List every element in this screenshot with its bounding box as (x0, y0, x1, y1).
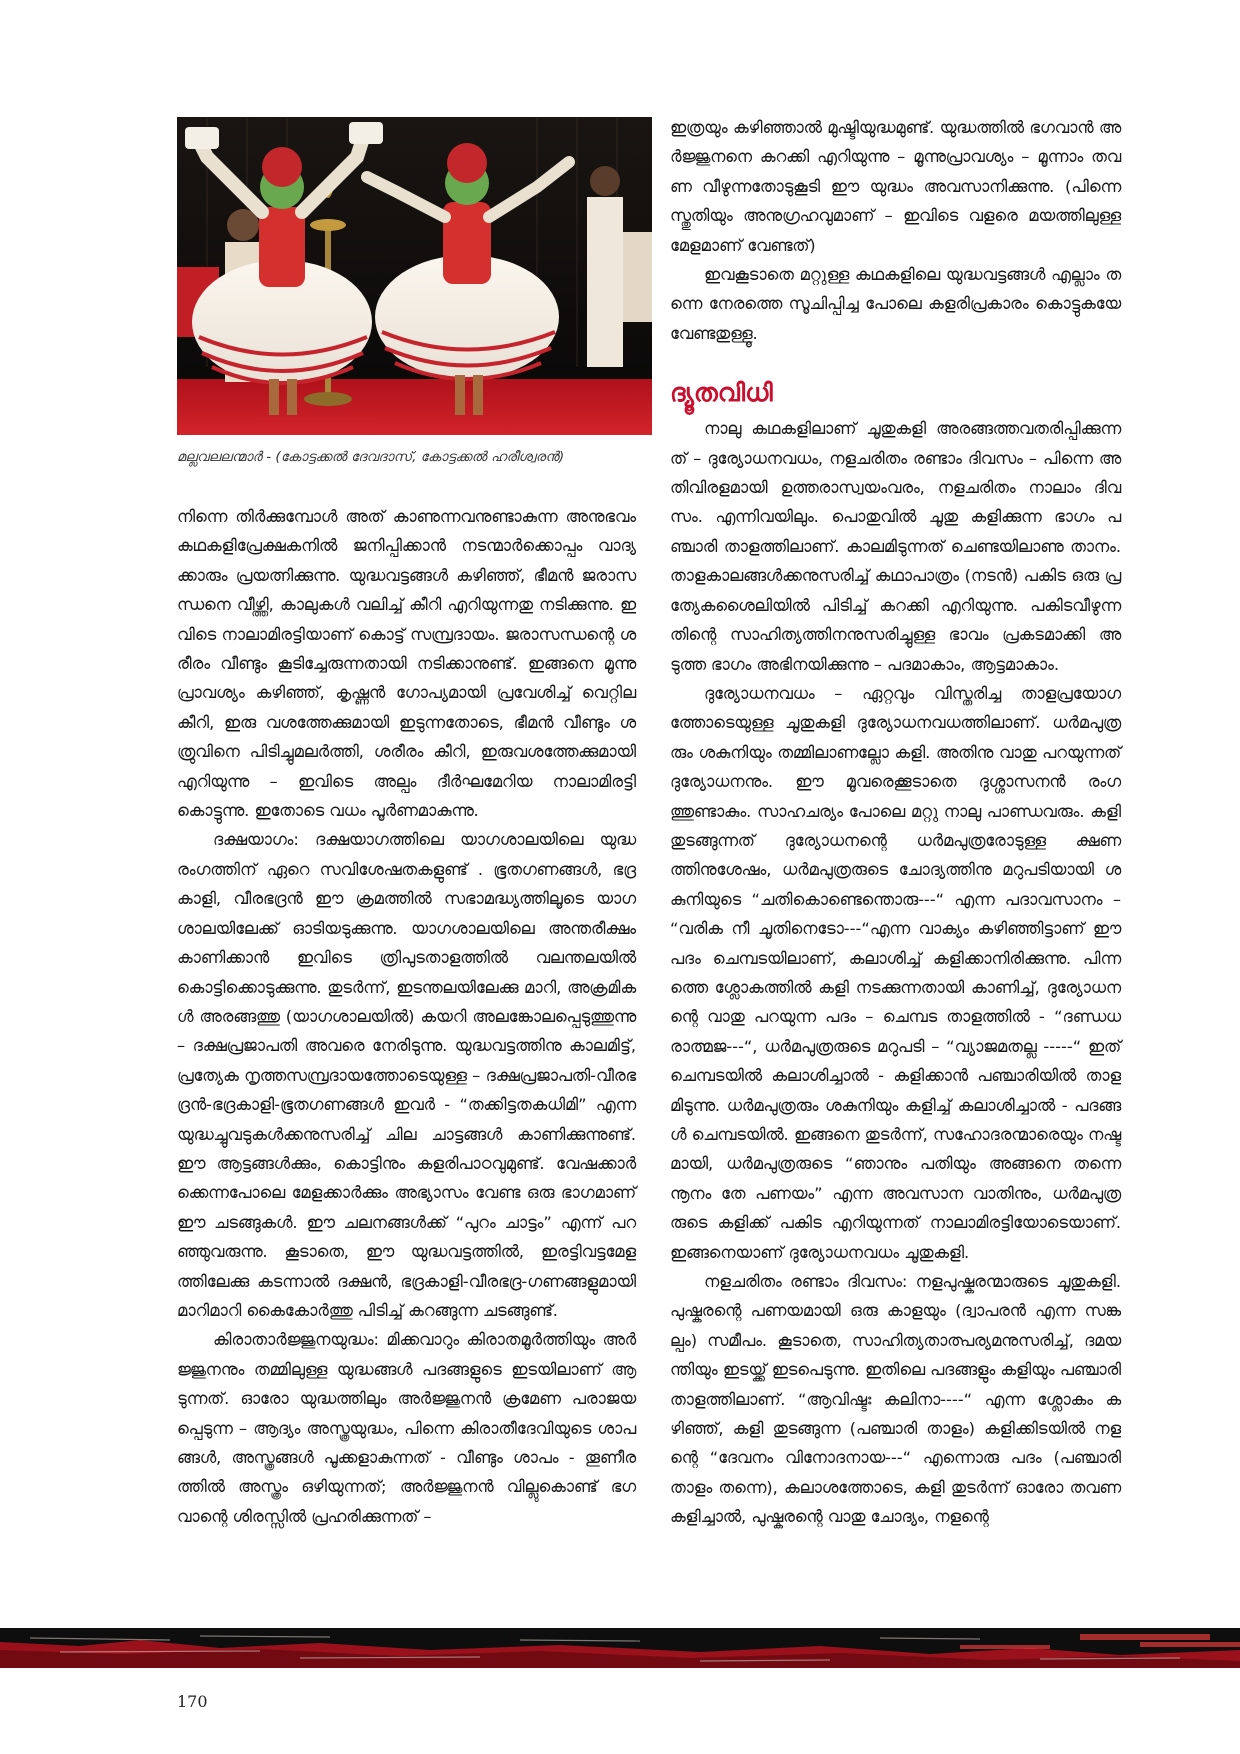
performance-photo (177, 117, 652, 435)
left-paragraph-1: നിന്നെ തിർക്കുമ്പോൾ അത് കാണുന്നവനുണ്ടാകുന്ന അനുഭവം കഥകളിപ്രേക്ഷകനിൽ ജനിപ്പിക്കാൻ നടന്മാർക്കൊപ്പം വാദ്യക്കാരും പ്രയത്നിക്കുന്നു. യുദ്ധവട്ടങ്ങൾ കഴിഞ്ഞ്, ഭീമൻ ജരാസന്ധനെ വീഴ്ത്തി, കാലുകൾ വലിച്ച് കീറി എറിയുന്നതു നടിക്കുന്നു. ഇവിടെ നാലാമിരട്ടിയാണ് കൊട്ട് സമ്പ്രദായം. ജരാസന്ധന്റെ ശരീരം വീണ്ടും കൂടിച്ചേരുന്നതായി നടിക്കാനുണ്ട്. ഇങ്ങനെ മൂന്നു പ്രാവശ്യം കഴിഞ്ഞ്, കൃഷ്ണൻ ഗോപ്യമായി പ്രവേശിച്ച് വെറ്റില കീറി, ഇരു വശത്തേക്കുമായി ഇടുന്നതോടെ, ഭീമൻ വീണ്ടും ശത്രുവിനെ പിടിച്ചുമലർത്തി, ശരീരം കീറി, ഇരുവശത്തേക്കുമായി എറിയുന്നു – ഇവിടെ അല്പം ദീർഘമേറിയ നാലാമിരട്ടി കൊട്ടുന്നു. ഇതോടെ വധം പൂർണമാകുന്നു. (177, 507, 636, 821)
page-number: 170 (177, 1692, 208, 1711)
right-column (670, 113, 1121, 1532)
right-paragraph-dyutha-intro: നാലു കഥകളിലാണ് ചൂതുകളി അരങ്ങത്തവതരിപ്പിക്കുന്നത് – ദുര്യോധനവധം, നളചരിതം രണ്ടാം ദിവസം – പിന്നെ അതിവിരളമായി ഉത്തരാസ്വയംവരം, നളചരിതം നാലാം ദിവസം. എന്നിവയിലും. പൊതുവിൽ ചൂതു കളിക്കുന്ന ഭാഗം പഞ്ചാരി താളത്തിലാണ്. കാലമിടുന്നത് ചെണ്ടയിലാണു താനം. താളകാലങ്ങൾക്കനുസരിച്ച് കഥാപാത്രം (നടൻ) പകിട ഒരു പ്രത്യേകശൈലിയിൽ പിടിച്ച് കറക്കി എറിയുന്നു. പകിടവീഴുന്നതിന്റെ സാഹിത്യത്തിനനുസരിച്ചുള്ള ഭാവം പ്രകടമാക്കി അടുത്ത ഭാഗം അഭിനയിക്കുന്നു – പദമാകാം, ആട്ടമാകാം. (670, 419, 1121, 674)
left-paragraph-daksha-yagam: ദക്ഷയാഗം: ദക്ഷയാഗത്തിലെ യാഗശാലയിലെ യുദ്ധരംഗത്തിന് ഏറെ സവിശേഷതകളുണ്ട് . ഭൂതഗണങ്ങൾ, ഭദ്രകാളി, വീരഭദ്രൻ ഈ ക്രമത്തിൽ സഭാമദ്ധ്യത്തിലൂടെ യാഗശാലയിലേക്ക് ഓടിയടുക്കുന്നു. യാഗശാലയിലെ അന്തരീക്ഷം കാണിക്കാൻ ഇവിടെ ത്രിപുടതാളത്തിൽ വലന്തലയിൽ കൊട്ടിക്കൊടുക്കുന്നു. തുടർന്ന്, ഇടന്തലയിലേക്കു മാറി, അക്രമികൾ അരങ്ങത്തു (യാഗശാലയിൽ) കയറി അലങ്കോലപ്പെടുത്തുന്നു – ദക്ഷപ്രജാപതി അവരെ നേരിടുന്നു. യുദ്ധവട്ടത്തിനു കാലമിട്ട്, പ്രത്യേക നൃത്തസമ്പ്രദായത്തോടെയുള്ള – ദക്ഷപ്രജാപതി-വീരഭദ്രൻ-ഭദ്രകാളി-ഭൂതഗണങ്ങൾ ഇവർ - “തക്കിട്ടതകധിമി” എന്ന യുദ്ധച്ചുവടുകൾക്കനുസരിച്ച് ചില ചാട്ടങ്ങൾ കാണിക്കുന്നുണ്ട്. ഈ ആട്ടങ്ങൾക്കും, കൊട്ടിനും കളരിപാഠവുമുണ്ട്. വേഷക്കാർക്കെന്നപോലെ മേളക്കാർക്കും അഭ്യാസം വേണ്ട ഒരു ഭാഗമാണ് ഈ ചടങ്ങുകൾ. ഈ ചലനങ്ങൾക്ക് “പുറം ചാട്ടം” എന്ന് പറഞ്ഞുവരുന്നു. കൂടാതെ, ഈ യുദ്ധവട്ടത്തിൽ, ഇരട്ടിവട്ടമേളത്തിലേക്കു കടന്നാൽ ദക്ഷൻ, ഭദ്രകാളി-വീരഭദ്ര-ഗണങ്ങളുമായി മാറിമാറി കൈകോർത്തു പിടിച്ച് കറങ്ങുന്ന ചടങ്ങുണ്ട്. (177, 830, 636, 1320)
footer-brush-band (0, 1628, 1240, 1668)
right-paragraph-duryodhana-vadham: ദുര്യോധനവധം – ഏറ്റവും വിസ്തരിച്ച താളപ്രയോഗത്തോടെയുള്ള ചൂതുകളി ദുര്യോധനവധത്തിലാണ്. ധർമപുത്രരും ശകുനിയും തമ്മിലാണല്ലോ കളി. അതിനു വാതു പറയുന്നത് ദുര്യോധനനും. ഈ മൂവരെക്കൂടാതെ ദുശ്ശാസനൻ രംഗത്തുണ്ടാകും. സാഹചര്യം പോലെ മറ്റു നാലു പാണ്ഡവരും. കളി തുടങ്ങുന്നത് ദുര്യോധനന്റെ ധർമപുത്രരോടുള്ള ക്ഷണത്തിനുശേഷം, ധർമപുത്രരുടെ ചോദ്യത്തിനു മറുപടിയായി ശകുനിയുടെ “ചതികൊണ്ടെന്തൊരു---“ എന്ന പദാവസാനം – “വരിക നീ ചൂതിനെടോ---“എന്ന വാക്യം കഴിഞ്ഞിട്ടാണ് ഈ പദം ചെമ്പടയിലാണ്, കലാശിച്ച് കളിക്കാനിരിക്കുന്നു. പിന്നത്തെ ശ്ലോകത്തിൽ കളി നടക്കുന്നതായി കാണിച്ച്, ദുര്യോധനന്റെ വാതു പറയുന്ന പദം – ചെമ്പട താളത്തിൽ - “ദണ്ഡധരാത്മജ---“, ധർമപുത്രരുടെ മറുപടി – “വ്യാജമതല്ല -----“ ഇത് ചെമ്പടയിൽ കലാശിച്ചാൽ - കളിക്കാൻ പഞ്ചാരിയിൽ താളമിടുന്നു. ധർമപുത്രരും ശകുനിയും കളിച്ച് കലാശിച്ചാൽ - പദങ്ങൾ ചെമ്പടയിൽ. ഇങ്ങനെ തുടർന്ന്, സഹോദരന്മാരെയും നഷ്ടമായി, ധർമപുത്രരുടെ “ഞാനും പതിയും അങ്ങനെ തന്നെ നൂനം തേ പണയം” എന്ന അവസാന വാതിനും, ധർമപുത്രരുടെ കളിക്ക് പകിട എറിയുന്നത് നാലാമിരട്ടിയോടെയാണ്. ഇങ്ങനെയാണ് ദുര്യോധനവധം ചൂതുകളി. (670, 683, 1121, 1262)
right-paragraph-nalacharitham: നളചരിതം രണ്ടാം ദിവസം: നളപുഷ്കരന്മാരുടെ ചൂതുകളി. പുഷ്കരന്റെ പണയമായി ഒരു കാളയും (ദ്വാപരൻ എന്ന സങ്കല്പം) സമീപം. കൂടാതെ, സാഹിത്യതാത്പര്യമനുസരിച്ച്, ദമയന്തിയും ഇടയ്ക്ക് ഇടപെടുന്നു. ഇതിലെ പദങ്ങളും കളിയും പഞ്ചാരി താളത്തിലാണ്. “ആവിഷ്ടഃ കലിനാ----“ എന്ന ശ്ലോകം കഴിഞ്ഞ്, കളി തുടങ്ങുന്ന (പഞ്ചാരി താളം) കളിക്കിടയിൽ നളന്റെ “ദേവനം വിനോദനായ---“ എന്നൊരു പദം (പഞ്ചാരി താളം തന്നെ), കലാശത്തോടെ, കളി തുടർന്ന് ഓരോ തവണ കളിച്ചാൽ, പുഷ്കരന്റെ വാതു ചോദ്യം, നളന്റെ (670, 1272, 1121, 1527)
kathakali-performers-illustration (177, 117, 652, 435)
section-heading: ദ്യൂതവിധി (670, 378, 773, 408)
right-paragraph-2: ഇവകൂടാതെ മറ്റുള്ള കഥകളിലെ യുദ്ധവട്ടങ്ങൾ എല്ലാം തന്നെ നേരത്തെ സൂചിപ്പിച്ച പോലെ കളരിപ്രകാരം കൊട്ടുകയേ വേണ്ടതുള്ളൂ. (670, 265, 1121, 343)
right-paragraph-1: ഇത്രയും കഴിഞ്ഞാൽ മുഷ്ടിയുദ്ധമുണ്ട്. യുദ്ധത്തിൽ ഭഗവാൻ അർജ്ജുനനെ കറക്കി എറിയുന്നു – മൂന്നുപ്രാവശ്യം – മൂന്നാം തവണ വീഴുന്നതോടുകൂടി ഈ യുദ്ധം അവസാനിക്കുന്നു. (പിന്നെ സ്തുതിയും അനുഗ്രഹവുമാണ് – ഇവിടെ വളരെ മയത്തിലുള്ള മേളമാണ് വേണ്ടത്) (670, 118, 1121, 255)
left-paragraph-kiratham: കിരാതാർജ്ജുനയുദ്ധം: മിക്കവാറും കിരാതമൂർത്തിയും അർജ്ജുനനും തമ്മിലുള്ള യുദ്ധങ്ങൾ പദങ്ങളുടെ ഇടയിലാണ് ആടുന്നത്. ഓരോ യുദ്ധത്തിലും അർജ്ജുനൻ ക്രമേണ പരാജയപ്പെടുന്ന – ആദ്യം അസ്ത്രയുദ്ധം, പിന്നെ കിരാതീദേവിയുടെ ശാപങ്ങൾ, അസ്ത്രങ്ങൾ പൂക്കളാകുന്നത് - വീണ്ടും ശാപം - തൂണീരത്തിൽ അസ്ത്രം ഒഴിയുന്നത്; അർജ്ജുനൻ വില്ലുകൊണ്ട് ഭഗവാന്റെ ശിരസ്സിൽ പ്രഹരിക്കുന്നത് – (177, 1330, 636, 1526)
photo-caption: മല്ലവലലന്മാർ - (കോട്ടക്കൽ ദേവദാസ്, കോട്ടക്കൽ ഹരീശ്വരൻ) (177, 449, 565, 465)
left-column (177, 502, 636, 1531)
